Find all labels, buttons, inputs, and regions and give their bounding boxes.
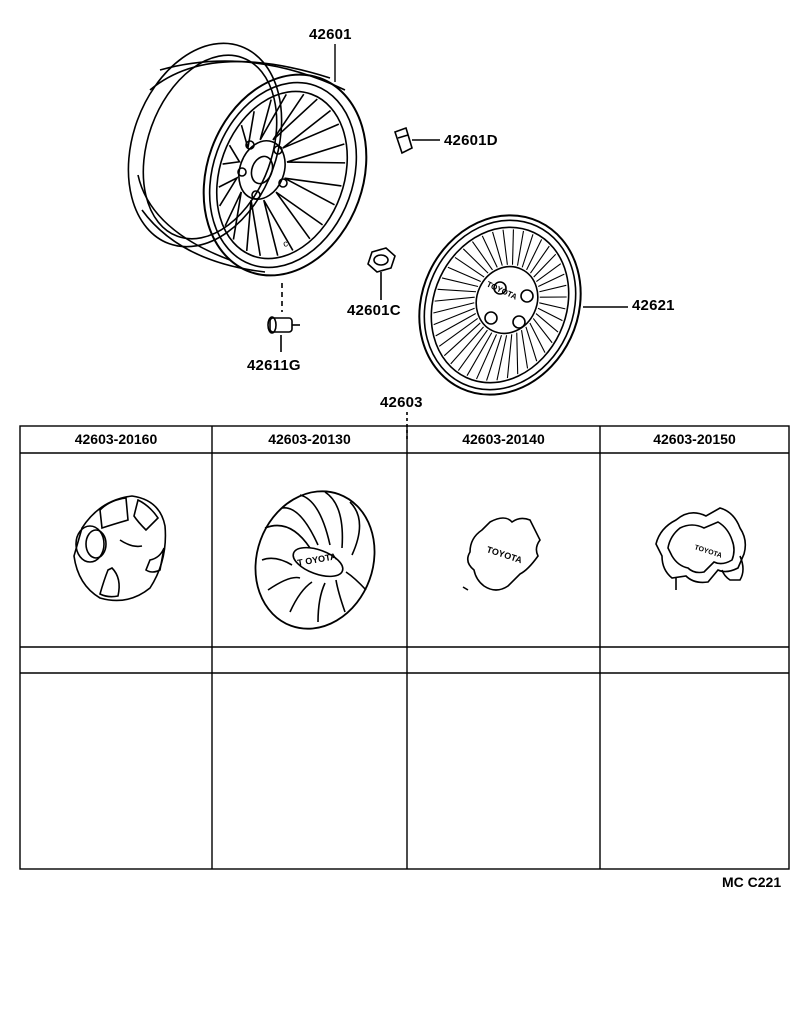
cover-logo-text: TOYOTA: [485, 279, 519, 302]
ornament-20150-logo-text: TOYOTA: [693, 544, 723, 560]
cover-spoke: [527, 239, 542, 269]
cover-spoke: [435, 297, 475, 301]
wheel-mark: c: [281, 238, 289, 249]
label-wheel-cover: 42621: [632, 297, 675, 314]
figure-code: MC C221: [722, 874, 782, 890]
cover-spoke: [442, 278, 478, 287]
cover-spoke: [503, 230, 507, 265]
wheel-spoke: [223, 145, 240, 164]
cover-spoke: [433, 303, 474, 313]
ornament-20140-logo-text: TOYOTA: [485, 544, 524, 566]
cover-spoke: [487, 335, 502, 380]
variant-table: [20, 426, 789, 869]
wheel-spoke: [285, 178, 342, 205]
cover-spoke: [534, 254, 556, 277]
table-header-2: 42603-20130: [268, 431, 351, 447]
table-header-3: 42603-20140: [462, 431, 545, 447]
label-valve: 42611G: [247, 357, 301, 374]
wheel-drawing: [101, 22, 393, 299]
cover-spoke: [539, 285, 566, 291]
label-ornament: 42603: [380, 394, 423, 411]
table-header-1: 42603-20160: [74, 431, 158, 447]
cover-spoke: [522, 330, 528, 368]
cover-spoke: [513, 229, 514, 264]
label-hub-nut: 42601C: [347, 302, 401, 319]
cover-spoke: [438, 289, 476, 291]
wheel-spoke: [283, 110, 339, 148]
ornament-20160: [74, 496, 165, 600]
cover-spoke: [507, 334, 511, 378]
label-wheel: 42601: [309, 26, 352, 43]
wheel-cover-drawing: [390, 189, 628, 422]
cover-spoke: [472, 242, 492, 270]
valve-drawing: [268, 283, 300, 352]
cover-spoke: [536, 264, 560, 282]
cover-spoke: [539, 303, 565, 309]
wheel-spoke: [287, 144, 345, 163]
ornament-20130-logo-text: T OYOTA: [296, 551, 338, 568]
cover-spoke: [455, 257, 484, 277]
balance-weight-drawing: [395, 128, 440, 153]
cover-spoke: [530, 246, 549, 273]
cover-spoke: [497, 335, 507, 380]
wheel-spoke: [219, 178, 237, 206]
wheel-spoke: [276, 192, 323, 239]
cover-spoke: [533, 318, 552, 342]
cover-spoke: [517, 231, 523, 266]
wheel-spoke: [247, 200, 260, 256]
cover-spoke: [517, 333, 518, 374]
cover-spoke: [434, 308, 475, 324]
cover-spoke: [538, 274, 564, 286]
hub-nut-drawing: [368, 248, 395, 300]
label-balance-weight: 42601D: [444, 132, 498, 149]
cover-spoke: [463, 249, 488, 273]
table-header-4: 42603-20150: [653, 431, 736, 447]
cover-spoke: [448, 267, 481, 281]
cover-spoke: [522, 234, 533, 267]
